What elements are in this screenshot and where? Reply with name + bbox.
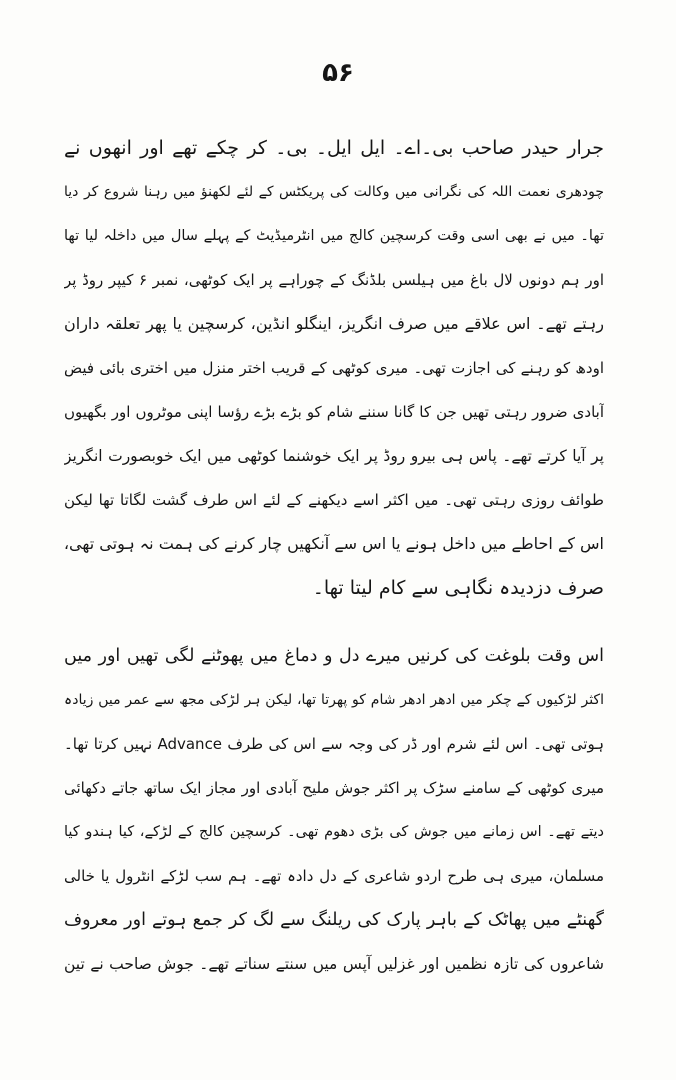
text-line: مسلمان، میری ہی طرح اردو شاعری کے دل دادہ تھے۔ ہم سب لڑکے انٹرول یا خالی: [64, 867, 604, 885]
text-line: رہتے تھے۔ اس علاقے میں صرف انگریز، اینگلو انڈین، کرسچین یا پھر تعلقہ داران: [64, 314, 604, 333]
text-line: اکثر لڑکیوں کے چکر میں ادھر ادھر شام کو پھرتا تھا، لیکن ہر لڑکی مجھ سے عمر میں زیادہ: [64, 692, 604, 708]
text-line: شاعروں کی تازہ نظمیں اور غزلیں آپس میں سنتے سناتے تھے۔ جوش صاحب نے تین: [64, 955, 604, 973]
text-line: اودھ کو رہنے کی اجازت تھی۔ میری کوٹھی کے قریب اختر منزل میں اختری بائی فیض: [64, 359, 604, 377]
text-line: طوائف روزی رہتی تھی۔ میں اکثر اسے دیکھنے کے لئے اس طرف گشت لگاتا تھا لیکن: [64, 491, 604, 509]
text-line: اس وقت بلوغت کی کرنیں میرے دل و دماغ میں پھوٹنے لگی تھیں اور میں: [64, 646, 604, 666]
text-line: آبادی ضرور رہتی تھیں جن کا گانا سننے شام کو بڑے بڑے رؤسا اپنی موٹروں اور بگھیوں: [64, 403, 604, 421]
page-number: ۵۶: [322, 58, 354, 88]
text-line: صرف دزدیدہ نگاہی سے کام لیتا تھا۔: [312, 577, 604, 599]
text-line: تھا۔ میں نے بھی اسی وقت کرسچین کالج میں انٹرمیڈیٹ کے پہلے سال میں داخلہ لیا تھا: [64, 228, 604, 244]
text-line: اس کے احاطے میں داخل ہونے یا اس سے آنکھیں چار کرنے کی ہمت نہ ہوتی تھی،: [64, 534, 604, 553]
text-line: گھنٹے میں پھاٹک کے باہر پارک کی ریلنگ سے لگ کر جمع ہوتے اور معروف: [64, 910, 604, 930]
text-line: دیتے تھے۔ اس زمانے میں جوش کی بڑی دھوم تھی۔ کرسچین کالج کے لڑکے، کیا ہندو کیا: [64, 824, 604, 840]
text-line: میری کوٹھی کے سامنے سڑک پر اکثر جوش ملیح آبادی اور مجاز ایک ساتھ جاتے دکھائی: [64, 779, 604, 797]
text-line: اور ہم دونوں لال باغ میں ہیلسں بلڈنگ کے چوراہے پر ایک کوٹھی، نمبر ۶ کیپر روڈ پر: [64, 271, 604, 289]
text-line: جرار حیدر صاحب بی۔اے۔ ایل ایل۔ بی۔ کر چکے تھے اور انھوں نے: [64, 137, 604, 159]
text-line: چودھری نعمت اللہ کی نگرانی میں وکالت کی پریکٹس کے لئے لکھنؤ میں رہنا شروع کر دیا: [64, 184, 604, 200]
text-line: پر آیا کرتے تھے۔ پاس ہی بیرو روڈ پر ایک خوشنما کوٹھی میں ایک خوبصورت انگریز: [64, 447, 604, 465]
text-line: ہوتی تھی۔ اس لئے شرم اور ڈر کی وجہ سے اس کی طرف Advance نہیں کرتا تھا۔: [64, 735, 604, 753]
